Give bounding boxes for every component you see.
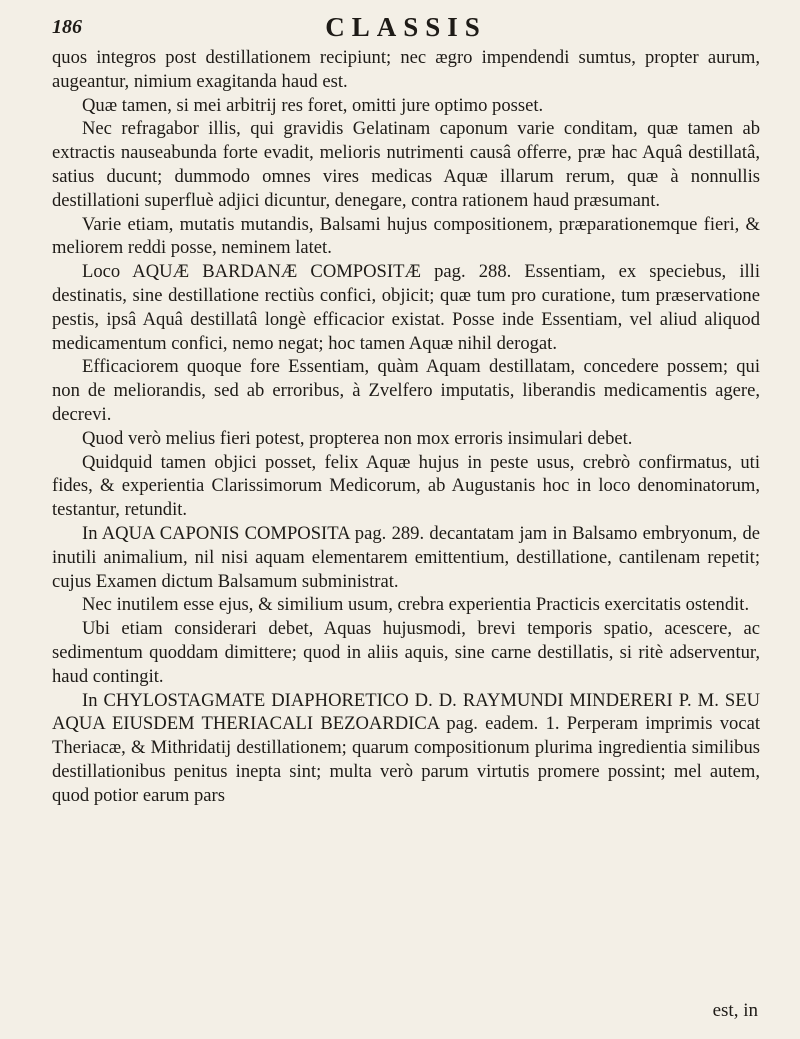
page-header <box>52 10 760 44</box>
paragraph: Nec inutilem esse ejus, & similium usum, crebra experientia Practicis exercitatis ostendit. <box>82 594 750 616</box>
paragraph: Varie etiam, mutatis mutandis, Balsami hujus compositionem, præparationemque fieri, & meliorem reddi posse, neminem latet. <box>52 213 760 259</box>
paragraph: Efficaciorem quoque fore Essentiam, quàm Aquam destillatam, concedere possem; qui non de meliorandis, sed ab erroribus, à Zvelfero imputatis, liberandis medicamentis agere, decrevi. <box>52 356 760 425</box>
paragraph: Quidquid tamen objici posset, felix Aquæ hujus in peste usus, crebrò confirmatus, uti fides, & experientia Clarissimorum Medicorum, ab Augustanis hoc in loco denominatorum, testantur, retundit. <box>52 451 760 521</box>
paragraph: In AQUA CAPONIS COMPOSITA pag. 289. decantatam jam in Balsamo embryonum, de inutili animalium, nil nisi aquam elementarem emittentium, destillatione, cantilenam repetit; cujus Examen dictum Balsamum subministrat. <box>52 522 760 592</box>
running-head: CLASSIS <box>325 12 487 42</box>
body-text <box>52 46 760 808</box>
paragraph: In CHYLOSTAGMATE DIAPHORETICO D. D. RAYMUNDI MINDERERI P. M. SEU AQUA EIUSDEM THERIACALI BEZOARDICA pag. eadem. 1. Perperam imprimis vocat Theriacæ, & Mithridatij destillationem; quarum compositionum plurima ingredientia similibus destillationibus penitus inepta sint; multa verò parum virtutis promere possint; mel autem, quod potior earum pars <box>52 689 760 806</box>
paragraph: Loco AQUÆ BARDANÆ COMPOSITÆ pag. 288. Essentiam, ex speciebus, illi destinatis, sine destillatione rectiùs confici, objicit; quæ tum pro curatione, tum præservatione pestis, ipsâ Aquâ destillatâ longè efficacior existat. Posse inde Essentiam, vel aliud aliquod medicamentum confici, nemo negat; hoc tamen Aquæ nihil derogat. <box>52 261 760 354</box>
paragraph: Ubi etiam considerari debet, Aquas hujusmodi, brevi temporis spatio, acescere, ac sedimentum quoddam dimittere; quod in aliis aquis, sine carne destillatis, si ritè adserventur, haud contingit. <box>52 618 760 687</box>
page-number: 186 <box>52 16 82 38</box>
paragraph: Nec refragabor illis, qui gravidis Gelatinam caponum varie conditam, quæ tamen ab extractis nauseabunda forte evadit, melioris nutrimenti causâ offerre, præ hac Aquâ destillatâ, satius ducunt; dummodo omnes vires medicas Aquæ illarum rerum, quæ à nonnullis destillationi superfluè adjici dicuntur, denegare, contra rationem haud præsumant. <box>52 118 760 211</box>
catchword: est, in <box>712 1000 758 1021</box>
paragraph-continued: quos integros post destillationem recipiunt; nec ægro impendendi sumtus, propter aurum, augeantur, nimium exagitanda haud est. <box>52 47 760 92</box>
paragraph: Quæ tamen, si mei arbitrij res foret, omitti jure optimo posset. <box>82 94 544 116</box>
paragraph: Quod verò melius fieri potest, propterea non mox erroris insimulari debet. <box>82 427 633 449</box>
